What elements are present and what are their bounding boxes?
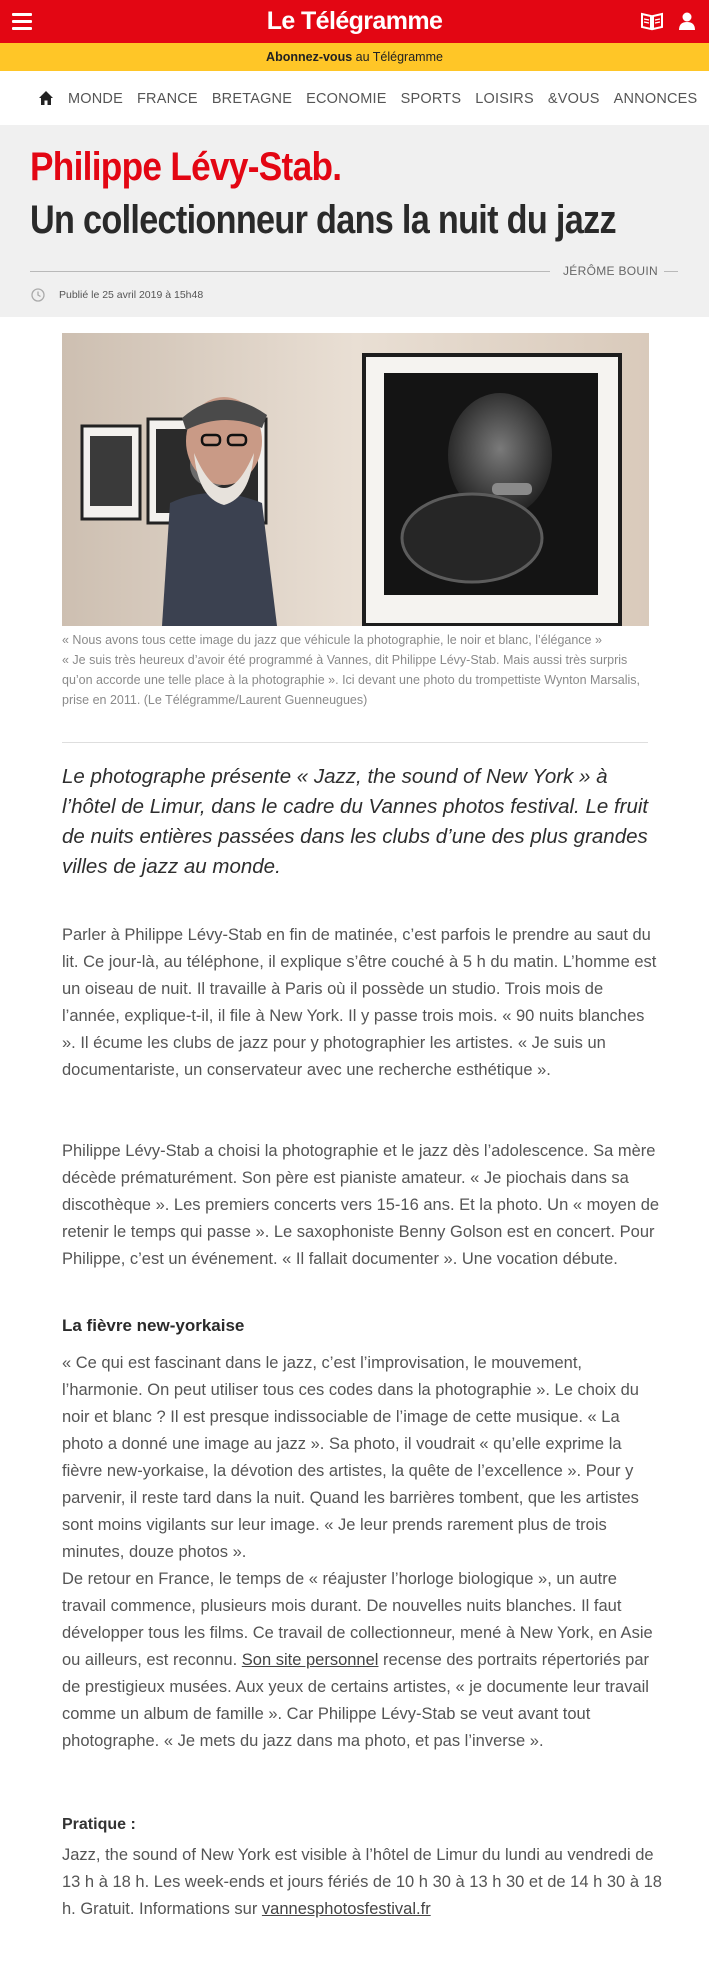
newspaper-icon[interactable] [641, 11, 663, 31]
clock-icon [31, 288, 45, 302]
author-name[interactable]: JÉRÔME BOUIN [563, 264, 658, 278]
byline-divider [30, 271, 550, 272]
practical-heading: Pratique : [62, 1816, 136, 1833]
photo-illustration [62, 333, 649, 626]
caption-separator [62, 742, 648, 743]
paragraph-3b-before: De retour en France, le temps de « réajuster l’horloge biologique », un autre travail commence, plusieurs mois durant. De nouvelles nuits blanches. Il faut développer tous les films. Ce travail de collectionneur, mené à New York, en Asie ou ailleurs, est reconnu. [62, 1570, 653, 1669]
nav-item-monde[interactable]: MONDE [68, 91, 123, 107]
caption-line-1: « Nous avons tous cette image du jazz que véhicule la photographie, le noir et blanc, l’élégance » [62, 633, 602, 647]
main-nav [0, 71, 709, 125]
photo-caption [62, 630, 648, 710]
paragraph-2: Philippe Lévy-Stab a choisi la photographie et le jazz dès l’adolescence. Sa mère décède prématurément. Son père est pianiste amateur. « Je piochais dans sa discothèque ». Les premiers concerts vers 15-16 ans. Et la photo. Un « moyen de retenir le temps qui passe ». Le saxophoniste Benny Golson est en concert. Pour Philippe, c’est un événement. « Il fallait documenter ». Une vocation débute. [62, 1142, 660, 1268]
personal-site-link[interactable]: Son site personnel [241, 1651, 379, 1669]
site-logo[interactable]: Le Télégramme [266, 7, 443, 35]
byline-divider-end [664, 271, 678, 272]
user-icon[interactable] [677, 11, 697, 31]
practical-text: Jazz, the sound of New York est visible à l’hôtel de Limur du lundi au vendredi de 13 h à 18 h. Les week-ends et jours fériés de 10 h 30 à 13 h 30 et de 14 h 30 à 18 h. Gratuit. Informations sur [62, 1846, 662, 1918]
article-photo[interactable] [62, 333, 649, 626]
article-title: Un collectionneur dans la nuit du jazz [30, 198, 616, 242]
paragraph-3a: « Ce qui est fascinant dans le jazz, c’est l’improvisation, le mouvement, l’harmonie. On peut utiliser tous ces codes dans la photographie ». Le choix du noir et blanc ? Il est presque indissociable de l’image de cette musique. « La photo a donné une image au jazz ». Sa photo, il voudrait « qu’elle exprime la fièvre new-yorkaise, la dévotion des artistes, la quête de l’excellence ». Pour y parvenir, il reste tard dans la nuit. Quand les barrières tombent, que les artistes sont moins vigilants sur leur image. « Je leur prends rarement plus de trois minutes, douze photos ». [62, 1354, 639, 1561]
paragraph-3b [62, 1566, 662, 1755]
paragraph-1: Parler à Philippe Lévy-Stab en fin de matinée, c’est parfois le prendre au saut du lit. Ce jour-là, au téléphone, il explique s’être couché à 5 h du matin. L’homme est un oiseau de nuit. Il travaille à Paris où il possède un studio. Trois mois de l’année, explique-t-il, il file à New York. Il y passe trois mois. « 90 nuits blanches ». Il écume les clubs de jazz pour y photographier les artistes. « Je suis un documentariste, un conservateur avec une recherche esthétique ». [62, 926, 657, 1079]
nav-item-economie[interactable]: ECONOMIE [306, 91, 387, 107]
nav-item-france[interactable]: FRANCE [136, 91, 198, 107]
section-subhead: La fièvre new-yorkaise [62, 1316, 245, 1335]
subscribe-text: au Télégramme [352, 50, 443, 64]
paragraph-3 [62, 1350, 662, 1755]
publish-date: Publié le 25 avril 2019 à 15h48 [59, 289, 204, 301]
subscribe-cta[interactable]: Abonnez-vous [266, 50, 353, 64]
caption-line-2: « Je suis très heureux d’avoir été programmé à Vannes, dit Philippe Lévy-Stab. Mais aussi très surpris qu’on accorde une telle place à la photographie ». Ici devant une photo du trompettiste Wynton Marsalis, prise en 2011. (Le Télégramme/Laurent Guenneugues) [62, 653, 641, 707]
nav-item-vous[interactable]: &VOUS [547, 91, 600, 107]
festival-link[interactable]: vannesphotosfestival.fr [261, 1900, 431, 1918]
paragraph-3b-after: recense des portraits répertoriés par de prestigieux musées. Aux yeux de certains artistes, « je documente leur travail comme un album de famille ». Car Philippe Lévy-Stab se veut avant tout photographe. « Je mets du jazz dans ma photo, et pas l’inverse ». [62, 1651, 650, 1750]
nav-item-annonces[interactable]: ANNONCES [613, 91, 698, 107]
article-header [0, 125, 709, 317]
article-lead: Le photographe présente « Jazz, the sound of New York » à l’hôtel de Limur, dans le cadre du Vannes photos festival. Le fruit de nuits entières passées dans les clubs d’une des plus grandes villes de jazz au monde. [62, 765, 649, 878]
nav-item-loisirs[interactable]: LOISIRS [475, 91, 534, 107]
home-icon[interactable] [38, 90, 54, 106]
top-bar [0, 0, 709, 43]
practical-info [62, 1842, 662, 1923]
nav-item-bretagne[interactable]: BRETAGNE [211, 91, 293, 107]
nav-item-sports[interactable]: SPORTS [400, 91, 462, 107]
article-kicker: Philippe Lévy-Stab. [30, 145, 342, 189]
subscribe-banner[interactable] [0, 43, 709, 71]
